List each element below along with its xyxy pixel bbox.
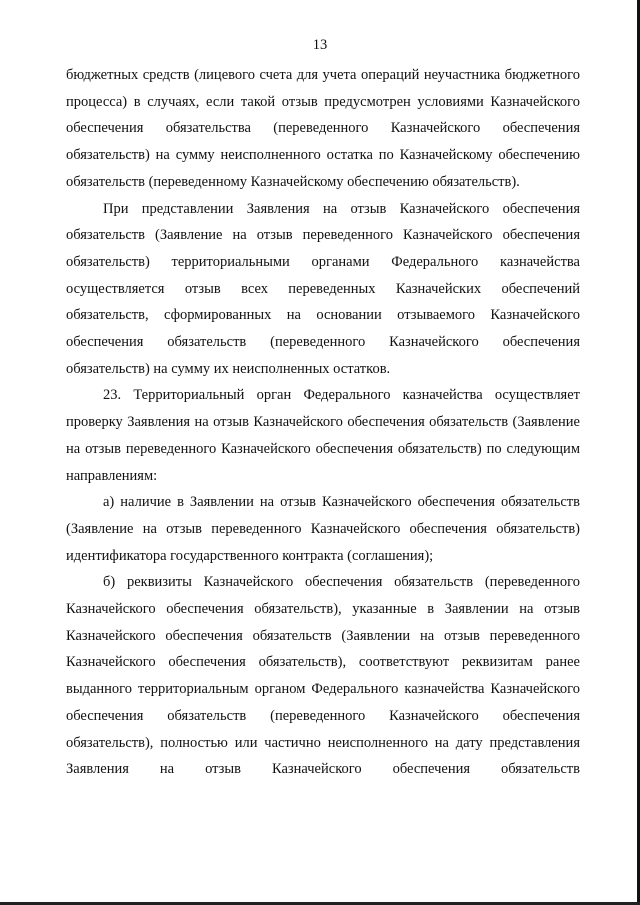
page-number: 13 xyxy=(312,37,328,53)
paragraph-withdrawal-application: При представлении Заявления на отзыв Казначейского обеспечения обязательств (Заявление на отзыв переведенного Казначейского обеспечения обязательств) территориальными органами Федерального казначейства осуществляется отзыв всех переведенных Казначейских обеспечений обязательств, сформированных на основании отзываемого Казначейского обеспечения обязательств (переведенного Казначейского обеспечения обязательств) на сумму их неисполненных остатков. xyxy=(66,200,580,377)
paragraph-item-b: б) реквизиты Казначейского обеспечения обязательств (переведенного Казначейского обеспечения обязательств), указанные в Заявлении на отзыв Казначейского обеспечения обязательств (Заявлении на отзыв переведенного Казначейского обеспечения обязательств), соответствуют реквизитам ранее выданного территориальным органом Федерального казначейства Казначейского обеспечения обязательств (переведенного Казначейского обеспечения обязательств), полностью или частично неисполненного на дату представления Заявления на отзыв Казначейского обеспечения обязательств xyxy=(66,574,580,778)
paragraph-item-a: а) наличие в Заявлении на отзыв Казначейского обеспечения обязательств (Заявление на отзыв переведенного Казначейского обеспечения обязательств) идентификатора государственного контракта (соглашения); xyxy=(66,494,580,564)
paragraph-item-23: 23. Территориальный орган Федерального казначейства осуществляет проверку Заявления на отзыв Казначейского обеспечения обязательств (Заявление на отзыв переведенного Казначейского обеспечения обязательств) по следующим направлениям: xyxy=(66,387,580,484)
paragraph-continuation: бюджетных средств (лицевого счета для учета операций неучастника бюджетного процесса) в случаях, если такой отзыв предусмотрен условиями Казначейского обеспечения обязательства (переведенного Казначейского обеспечения обязательств) на сумму неисполненного остатка по Казначейскому обеспечению обязательств (переведенному Казначейскому обеспечению обязательств). xyxy=(66,67,580,190)
document-body xyxy=(66,62,580,783)
